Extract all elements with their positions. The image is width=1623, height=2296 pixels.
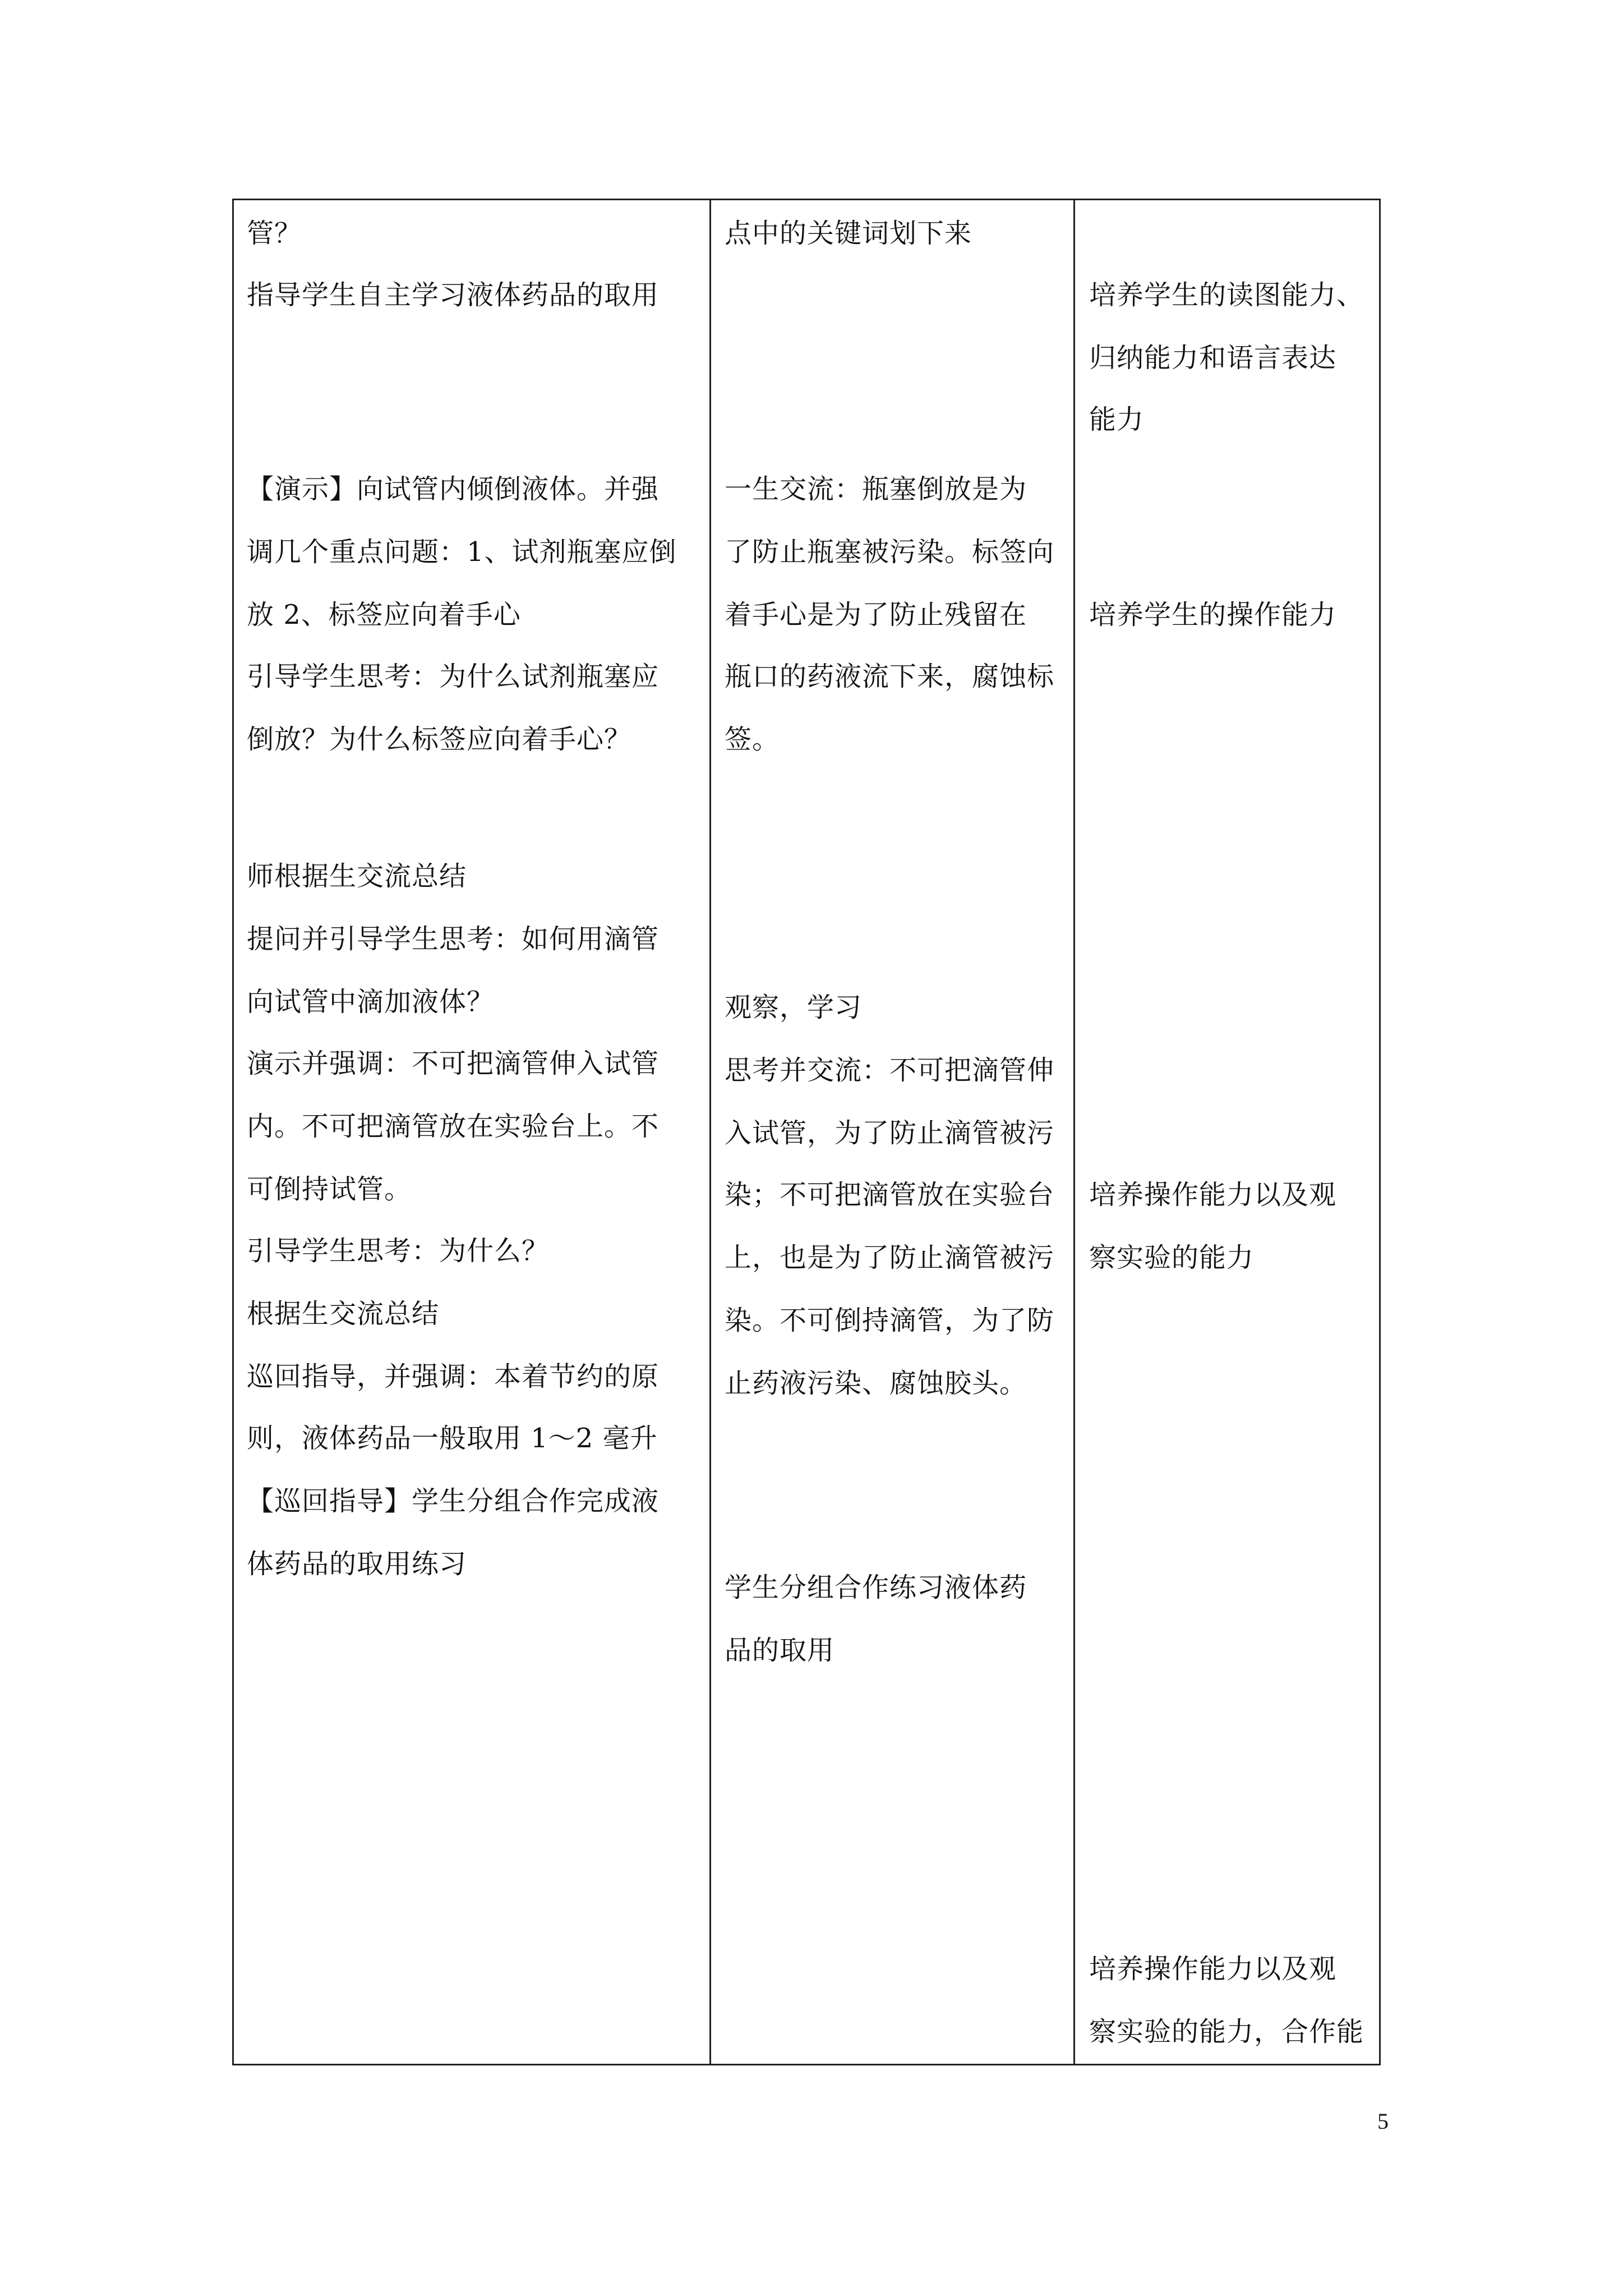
design-intent-line: 培养学生的操作能力 xyxy=(1089,599,1337,631)
student-activity-line: 入试管，为了防止滴管被污 xyxy=(725,1117,1055,1149)
student-activity-line: 了防止瓶塞被污染。标签向 xyxy=(725,536,1055,568)
teacher-activity-line: 则，液体药品一般取用 1～2 毫升 xyxy=(247,1423,658,1454)
student-activity-line: 点中的关键词划下来 xyxy=(725,218,972,249)
design-intent-line: 归纳能力和语言表达 xyxy=(1089,342,1337,374)
teacher-activity-line: 指导学生自主学习液体药品的取用 xyxy=(247,279,660,311)
teacher-activity-line: 内。不可把滴管放在实验台上。不 xyxy=(247,1111,660,1142)
teacher-activity-line: 提问并引导学生思考：如何用滴管 xyxy=(247,923,660,955)
student-activity-line: 染。不可倒持滴管，为了防 xyxy=(725,1305,1055,1336)
student-activity-line: 染；不可把滴管放在实验台 xyxy=(725,1179,1055,1211)
student-activity-line: 上，也是为了防止滴管被污 xyxy=(725,1242,1055,1273)
student-activity-line: 止药液污染、腐蚀胶头。 xyxy=(725,1368,1027,1399)
column-divider-1 xyxy=(709,200,711,2064)
teacher-activity-line: 【巡回指导】学生分组合作完成液 xyxy=(247,1485,660,1517)
design-intent-line: 察实验的能力 xyxy=(1089,1242,1255,1273)
teacher-activity-line: 可倒持试管。 xyxy=(247,1174,412,1205)
design-intent-line: 能力 xyxy=(1089,404,1145,435)
design-intent-line: 察实验的能力，合作能 xyxy=(1089,2016,1364,2047)
student-activity-line: 一生交流：瓶塞倒放是为 xyxy=(725,473,1027,505)
teacher-activity-line: 引导学生思考：为什么？ xyxy=(247,1235,550,1267)
design-intent-line: 培养操作能力以及观 xyxy=(1089,1953,1337,1985)
column-divider-2 xyxy=(1073,200,1075,2064)
teacher-activity-line: 管？ xyxy=(247,218,302,249)
teacher-activity-line: 体药品的取用练习 xyxy=(247,1548,467,1580)
design-intent-line: 培养学生的读图能力、 xyxy=(1089,279,1364,311)
teacher-activity-line: 根据生交流总结 xyxy=(247,1298,440,1329)
student-activity-line: 观察，学习 xyxy=(725,992,863,1023)
teacher-activity-line: 引导学生思考：为什么试剂瓶塞应 xyxy=(247,661,660,692)
teacher-activity-line: 师根据生交流总结 xyxy=(247,861,467,892)
teacher-activity-line: 演示并强调：不可把滴管伸入试管 xyxy=(247,1048,660,1079)
student-activity-line: 品的取用 xyxy=(725,1635,835,1666)
student-activity-line: 着手心是为了防止残留在 xyxy=(725,599,1027,631)
teacher-activity-line: 向试管中滴加液体？ xyxy=(247,986,495,1018)
student-activity-line: 签。 xyxy=(725,724,780,755)
student-activity-line: 瓶口的药液流下来，腐蚀标 xyxy=(725,661,1055,692)
teacher-activity-line: 倒放？为什么标签应向着手心？ xyxy=(247,724,632,755)
teacher-activity-line: 巡回指导，并强调：本着节约的原 xyxy=(247,1361,660,1392)
teacher-activity-line: 调几个重点问题：1、试剂瓶塞应倒 xyxy=(247,536,677,568)
design-intent-line: 培养操作能力以及观 xyxy=(1089,1179,1337,1211)
student-activity-line: 学生分组合作练习液体药 xyxy=(725,1572,1027,1603)
teacher-activity-line: 放 2、标签应向着手心 xyxy=(247,599,521,631)
teacher-activity-line: 【演示】向试管内倾倒液体。并强 xyxy=(247,473,660,505)
page-number: 5 xyxy=(1377,2109,1389,2134)
student-activity-line: 思考并交流：不可把滴管伸 xyxy=(725,1055,1055,1086)
